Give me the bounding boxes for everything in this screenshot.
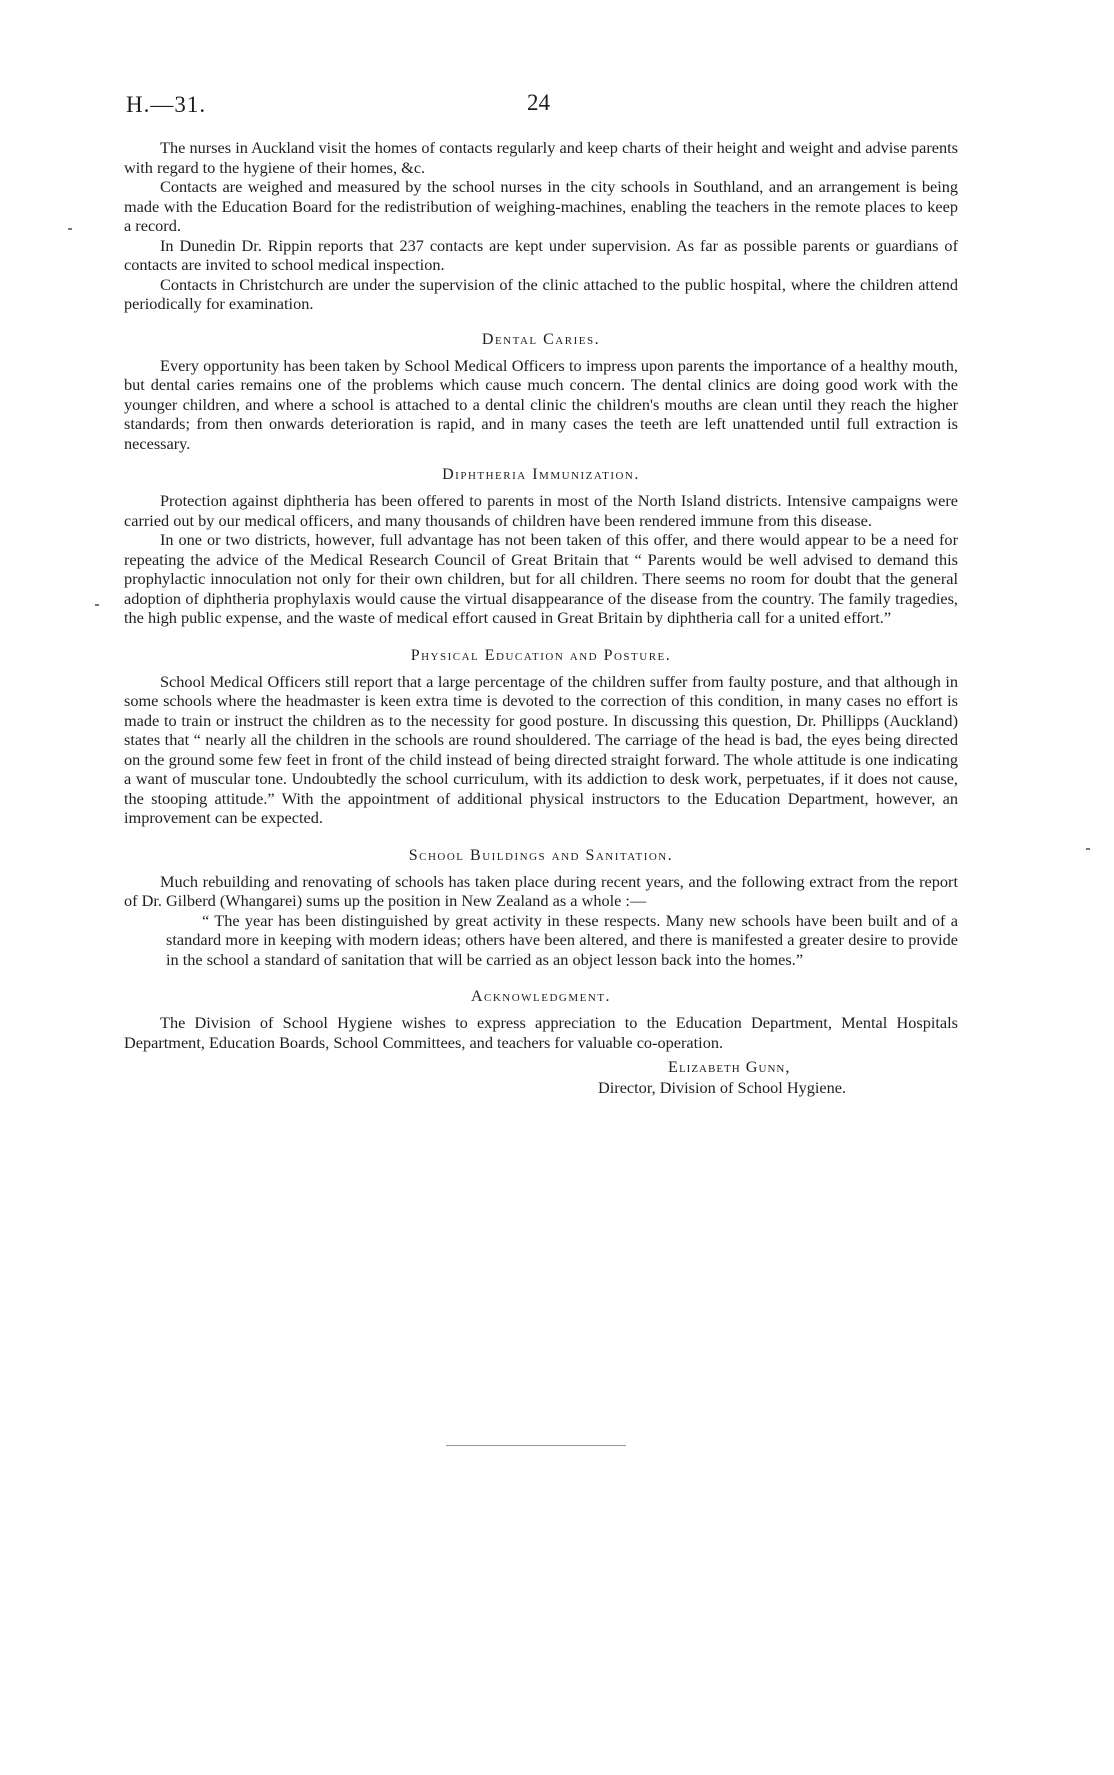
margin-mark [1086, 848, 1090, 850]
signatory-title: Director, Division of School Hygiene. [598, 1078, 847, 1097]
paragraph: Protection against diphtheria has been offered to parents in most of the North Island districts. Intensive campaigns were carried out by our medical officers, and many thousands of children have been rendered immune from this disease. [124, 491, 958, 530]
block-quote: “ The year has been distinguished by great activity in these respects. Many new schools have been built and of a standard more in keeping with modern ideas; others have been altered, and there is manifested a greater desire to provide in the school a standard of sanitation that will be carried as an object lesson back into the homes.” [166, 910, 958, 969]
page-reference: H.—31. [126, 92, 207, 117]
section-diphtheria-immunization [124, 466, 958, 628]
margin-mark [68, 228, 72, 230]
document-body [124, 138, 958, 1098]
paragraph: In one or two districts, however, full advantage has not been taken of this offer, and there would appear to be a need for repeating the advice of the Medical Research Council of Great Britain that “ Parents would be well advised to demand this prophylactic innoculation not only for their own children, but for all children. There seems no room for doubt that the general adoption of diphtheria prophylaxis would cause the virtual disappearance of the disease from the country. The family tragedies, the high public expense, and the waste of medical effort caused in Great Britain by diphtheria call for a united effort.” [124, 530, 958, 627]
page-number: 24 [527, 90, 550, 115]
paragraph: The Division of School Hygiene wishes to express appreciation to the Education Department, Mental Hospitals Department, Education Boards, School Committees, and teachers for valuable co-operation. [124, 1013, 958, 1052]
section-heading: Acknowledgment. [470, 988, 612, 1005]
paragraph: Contacts in Christchurch are under the supervision of the clinic attached to the public hospital, where the children attend periodically for examination. [124, 274, 958, 313]
paragraph: School Medical Officers still report that a large percentage of the children suffer from faulty posture, and that although in some schools where the headmaster is keen extra time is devoted to the correction of this condition, in many cases no effort is made to train or instruct the children as to the necessity for good posture. In discussing this question, Dr. Phillipps (Auckland) states that “ nearly all the children in the schools are round shouldered. The carriage of the head is bad, the eyes being directed on the ground some few feet in front of the child instead of being directed straight forward. The whole attitude is one indicating a want of muscular tone. Undoubtedly the school curriculum, with its addiction to desk work, perpetuates, if it does not cause, the stooping attitude.” With the appointment of additional physical instructors to the Education Department, however, an improvement can be expected. [124, 671, 958, 827]
paragraph: Every opportunity has been taken by School Medical Officers to impress upon parents the importance of a healthy mouth, but dental caries remains one of the problems which cause much concern. The dental clinics are doing good work with the younger children, and where a school is attached to a dental clinic the children's mouths are clean until they reach the higher standards; from then onwards deterioration is rapid, and in many cases the teeth are left unattended until full extraction is necessary. [124, 355, 958, 453]
section-contacts [124, 138, 958, 314]
paragraph: In Dunedin Dr. Rippin reports that 237 contacts are kept under supervision. As far as possible parents or guardians of contacts are invited to school medical inspection. [124, 235, 958, 274]
section-acknowledgment [124, 988, 958, 1052]
section-dental-caries [124, 331, 958, 454]
section-school-buildings [124, 847, 958, 970]
margin-mark [95, 604, 99, 606]
paragraph: Contacts are weighed and measured by the school nurses in the city schools in Southland, and an arrangement is being made with the Education Board for the redistribution of weighing-machines, enabling the teachers in the remote places to keep a record. [124, 177, 958, 235]
section-heading: Diphtheria Immunization. [442, 466, 640, 483]
paragraph: Much rebuilding and renovating of schools has taken place during recent years, and the following extract from the report of Dr. Gilberd (Whangarei) sums up the position in New Zealand as a whole :— [124, 871, 958, 910]
signatory-name: Elizabeth Gunn, [668, 1057, 791, 1076]
section-heading: Physical Education and Posture. [410, 646, 672, 664]
paragraph: The nurses in Auckland visit the homes of contacts regularly and keep charts of their height and weight and advise parents with regard to the hygiene of their homes, &c. [124, 138, 958, 177]
signature-block [598, 1056, 958, 1098]
end-rule [446, 1445, 626, 1446]
section-heading: School Buildings and Sanitation. [408, 846, 674, 864]
section-heading: Dental Caries. [481, 330, 601, 348]
section-physical-education [124, 647, 958, 828]
